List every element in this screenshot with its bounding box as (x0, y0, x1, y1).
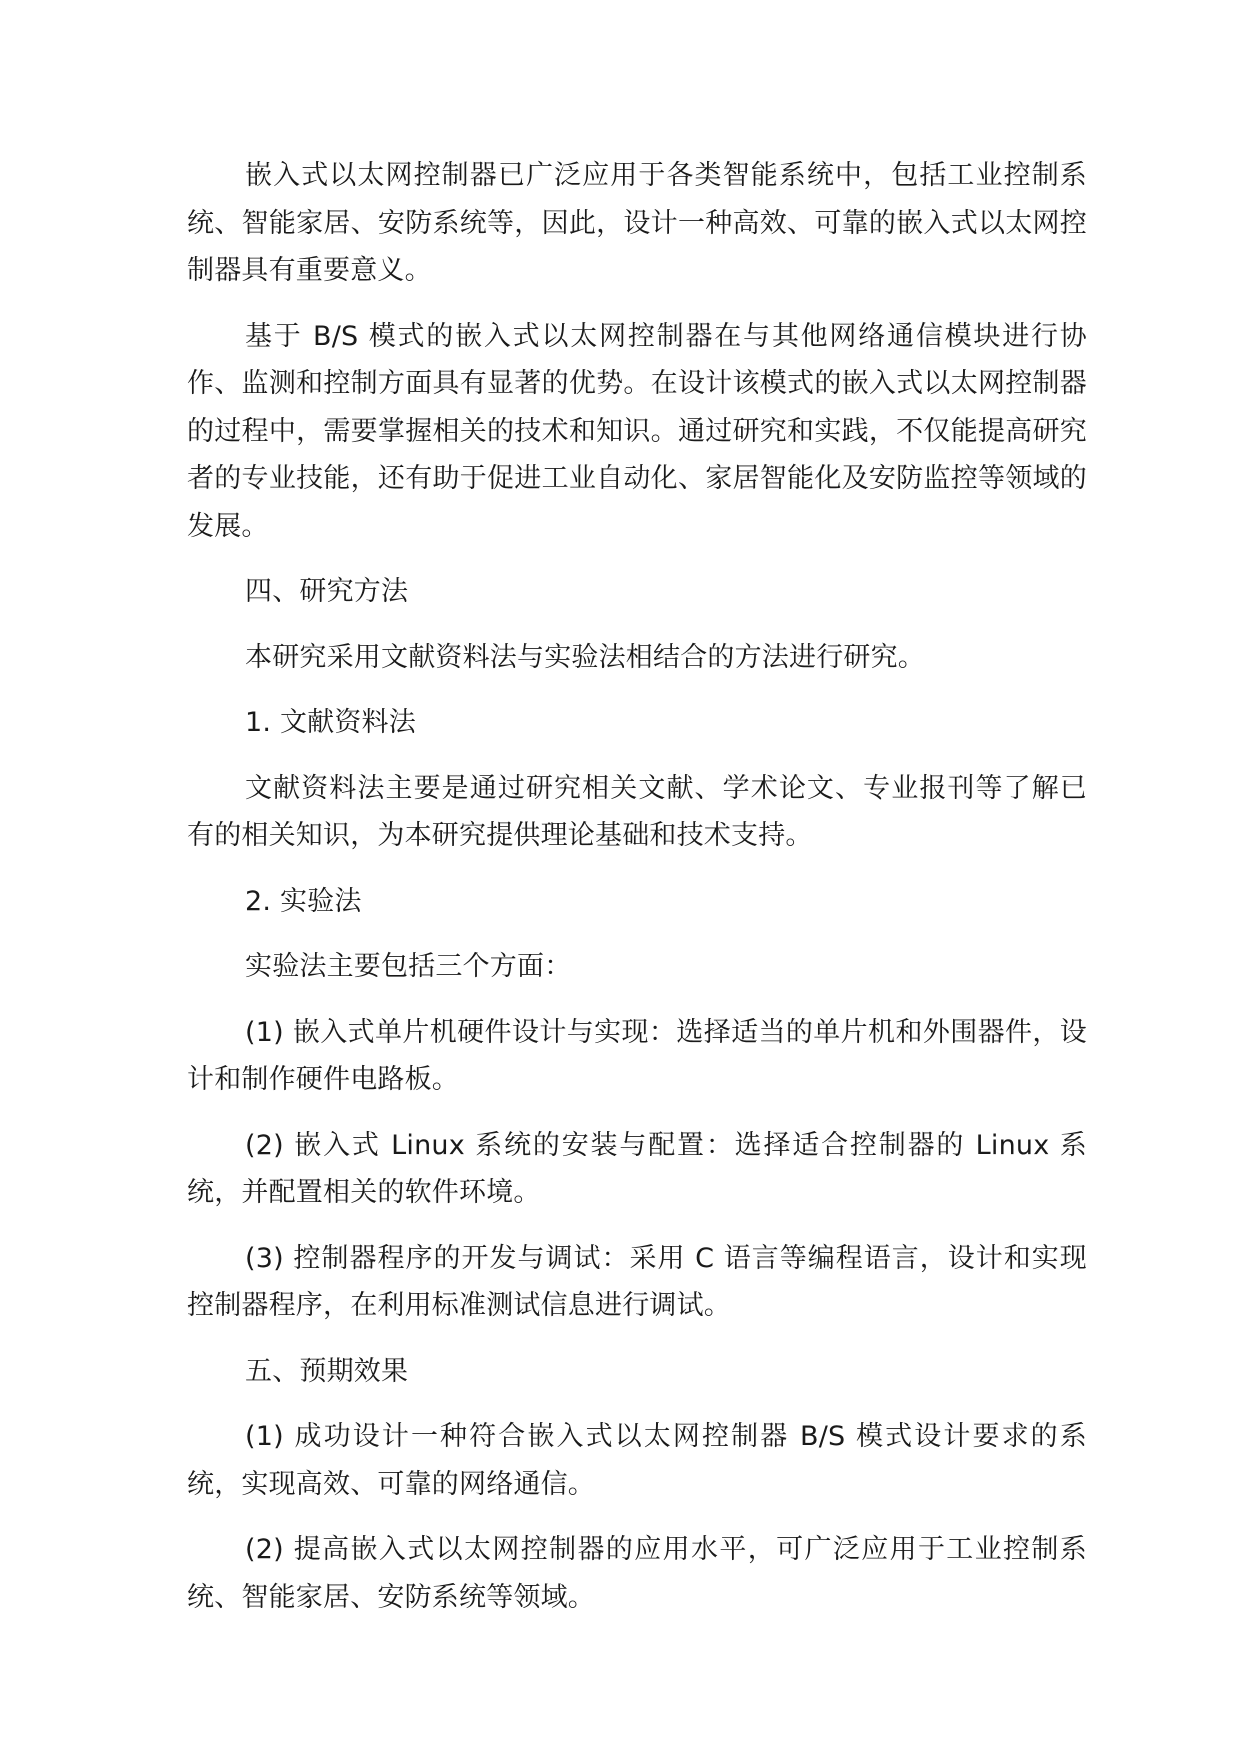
list-item-expected-result-2: (2) 提高嵌入式以太网控制器的应用水平，可广泛应用于工业控制系统、智能家居、安防系统等领域。 (187, 1534, 1087, 1613)
section-heading-research-methods: 四、研究方法 (245, 576, 409, 607)
paragraph-significance: 嵌入式以太网控制器已广泛应用于各类智能系统中，包括工业控制系统、智能家居、安防系统等，因此，设计一种高效、可靠的嵌入式以太网控制器具有重要意义。 (187, 160, 1087, 286)
subheading-experimental-method: 2. 实验法 (245, 885, 362, 917)
list-item-expected-result-1: (1) 成功设计一种符合嵌入式以太网控制器 B/S 模式设计要求的系统，实现高效、可靠的网络通信。 (187, 1421, 1087, 1500)
list-item-linux-setup: (2) 嵌入式 Linux 系统的安装与配置：选择适合控制器的 Linux 系统，并配置相关的软件环境。 (187, 1129, 1087, 1208)
list-item-program-development: (3) 控制器程序的开发与调试：采用 C 语言等编程语言，设计和实现控制器程序，在利用标准测试信息进行调试。 (187, 1242, 1087, 1321)
paragraph-methods-overview: 本研究采用文献资料法与实验法相结合的方法进行研究。 (245, 641, 925, 673)
list-item-hardware-design: (1) 嵌入式单片机硬件设计与实现：选择适当的单片机和外围器件，设计和制作硬件电路板。 (187, 1016, 1087, 1095)
section-heading-expected-results: 五、预期效果 (245, 1355, 409, 1387)
paragraph-bs-mode-advantages: 基于 B/S 模式的嵌入式以太网控制器在与其他网络通信模块进行协作、监测和控制方面具有显著的优势。在设计该模式的嵌入式以太网控制器的过程中，需要掌握相关的技术和知识。通过研究和实践，不仅能提高研究者的专业技能，还有助于促进工业自动化、家居智能化及安防监控等领域的发展。 (187, 320, 1087, 542)
paragraph-literature-method: 文献资料法主要是通过研究相关文献、学术论文、专业报刊等了解已有的相关知识，为本研究提供理论基础和技术支持。 (187, 772, 1087, 851)
subheading-literature-method: 1. 文献资料法 (245, 707, 416, 738)
paragraph-experimental-overview: 实验法主要包括三个方面： (245, 951, 572, 982)
document-body (187, 152, 1087, 1639)
